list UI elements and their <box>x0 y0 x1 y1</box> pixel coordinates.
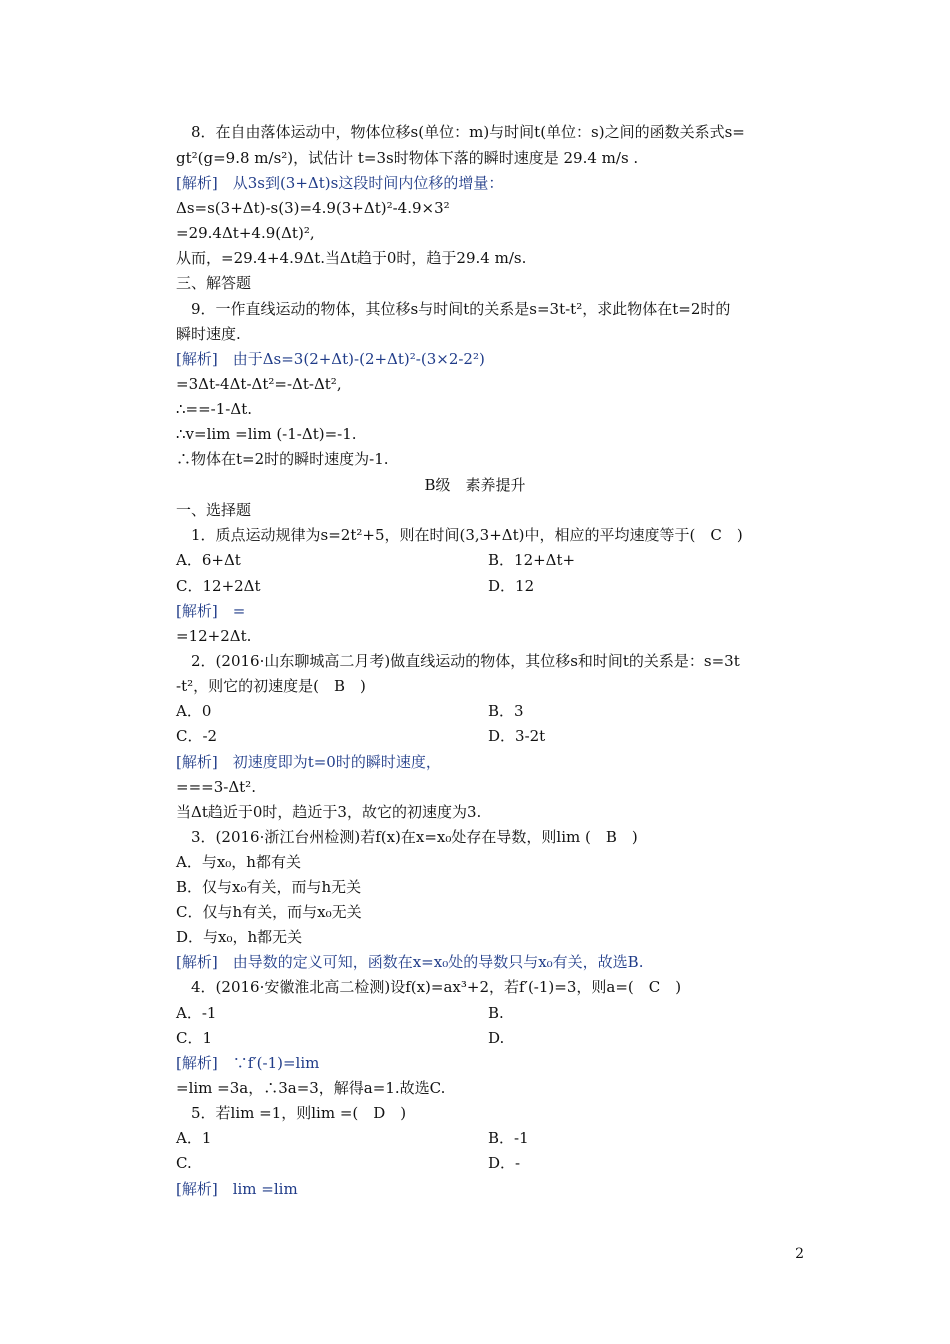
q3-option-d: D．与x₀，h都无关 <box>176 928 303 946</box>
q4-option-d: D. <box>488 1029 505 1047</box>
q8-analysis-3: =29.4Δt+4.9(Δt)², <box>176 224 315 242</box>
q1-option-b: B．12+Δt+ <box>488 551 576 569</box>
q2-option-b: B．3 <box>488 702 524 720</box>
q2-option-a: A．0 <box>176 702 212 720</box>
q1-analysis-1: [解析] = <box>176 602 246 620</box>
q4-option-c: C．1 <box>176 1029 213 1047</box>
q3-option-a: A．与x₀，h都有关 <box>176 853 301 871</box>
q4-analysis-2: =lim =3a，∴3a=3，解得a=1.故选C. <box>176 1079 446 1097</box>
q4-analysis-1: [解析] ∵f′(-1)=lim <box>176 1054 320 1072</box>
q4-stem: 4．(2016·安徽淮北高二检测)设f(x)=ax³+2，若f′(-1)=3，则a=( C ) <box>176 978 682 996</box>
q8-analysis-1: [解析] 从3s到(3+Δt)s这段时间内位移的增量： <box>176 174 504 192</box>
q1-option-c: C．12+2Δt <box>176 577 261 595</box>
q9-line-2: 瞬时速度. <box>176 325 241 343</box>
q2-option-d: D．3-2t <box>488 727 546 745</box>
q5-option-a: A．1 <box>176 1129 212 1147</box>
q1-option-a: A．6+Δt <box>176 551 241 569</box>
q1-analysis-2: =12+2Δt. <box>176 627 252 645</box>
q8-analysis-4: 从而，=29.4+4.9Δt.当Δt趋于0时，趋于29.4 m/s. <box>176 249 527 267</box>
q2-option-c: C．-2 <box>176 727 218 745</box>
q5-option-b: B．-1 <box>488 1129 529 1147</box>
page-number: 2 <box>795 1246 804 1262</box>
q8-line-1: 8．在自由落体运动中，物体位移s(单位：m)与时间t(单位：s)之间的函数关系式s= <box>176 123 745 141</box>
q1-option-d: D．12 <box>488 577 535 595</box>
q3-option-c: C．仅与h有关，而与x₀无关 <box>176 903 362 921</box>
q8-line-2: gt²(g=9.8 m/s²)，试估计 t=3s时物体下落的瞬时速度是 29.4 m/s . <box>176 149 639 167</box>
q5-option-c: C. <box>176 1154 192 1172</box>
q4-option-b: B. <box>488 1004 504 1022</box>
section-heading-choice: 一、选择题 <box>176 501 252 519</box>
q5-analysis: [解析] lim =lim <box>176 1180 298 1198</box>
q2-stem-2: -t²，则它的初速度是( B ) <box>176 677 366 695</box>
q9-analysis-5: ∴物体在t=2时的瞬时速度为-1. <box>176 450 389 468</box>
q4-option-a: A．-1 <box>176 1004 217 1022</box>
q8-analysis-2: Δs=s(3+Δt)-s(3)=4.9(3+Δt)²-4.9×3² <box>176 199 450 217</box>
q3-stem: 3．(2016·浙江台州检测)若f(x)在x=x₀处存在导数，则lim ( B ) <box>176 828 638 846</box>
q3-option-b: B．仅与x₀有关，而与h无关 <box>176 878 362 896</box>
q1-stem: 1．质点运动规律为s=2t²+5，则在时间(3,3+Δt)中，相应的平均速度等于( C ) <box>176 526 743 544</box>
q2-analysis-1: [解析] 初速度即为t=0时的瞬时速度， <box>176 753 441 771</box>
q2-analysis-3: 当Δt趋近于0时，趋近于3，故它的初速度为3. <box>176 803 482 821</box>
q3-analysis: [解析] 由导数的定义可知，函数在x=x₀处的导数只与x₀有关，故选B. <box>176 953 644 971</box>
q2-analysis-2: ===3-Δt². <box>176 778 256 796</box>
q5-stem: 5．若lim =1，则lim =( D ) <box>176 1104 407 1122</box>
q9-analysis-3: ∴==-1-Δt. <box>176 400 252 418</box>
q9-analysis-2: =3Δt-4Δt-Δt²=-Δt-Δt², <box>176 375 342 393</box>
q9-line-1: 9．一作直线运动的物体，其位移s与时间t的关系是s=3t-t²，求此物体在t=2时的 <box>176 300 731 318</box>
level-b-heading: B级 素养提升 <box>424 476 526 494</box>
q9-analysis-1: [解析] 由于Δs=3(2+Δt)-(2+Δt)²-(3×2-2²) <box>176 350 485 368</box>
section-heading-answer: 三、解答题 <box>176 274 252 292</box>
q2-stem-1: 2．(2016·山东聊城高二月考)做直线运动的物体，其位移s和时间t的关系是：s=3t <box>176 652 740 670</box>
q5-option-d: D．- <box>488 1154 521 1172</box>
q9-analysis-4: ∴v=lim =lim (-1-Δt)=-1. <box>176 425 357 443</box>
